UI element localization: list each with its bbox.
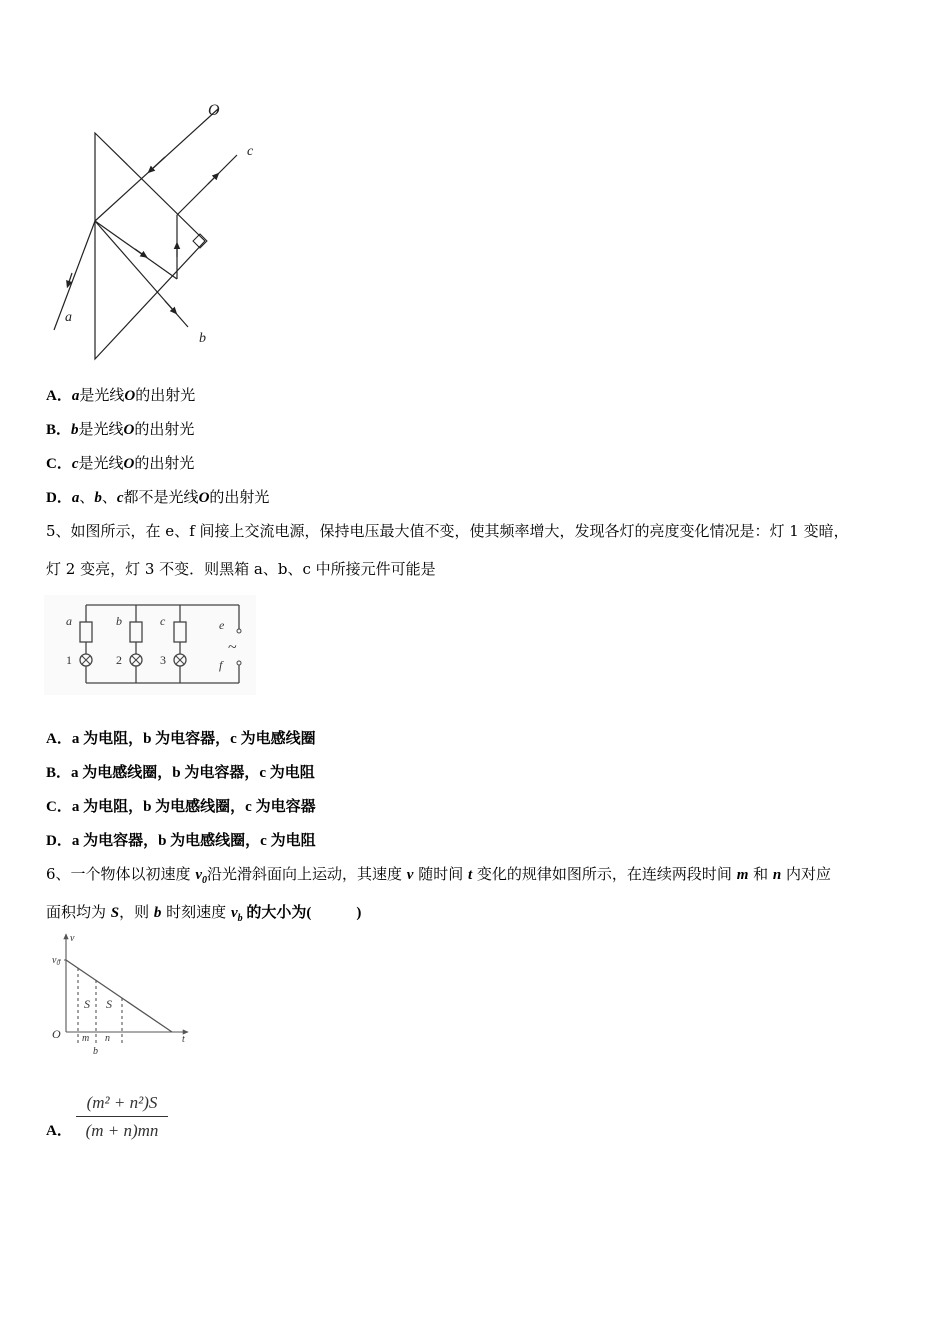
time-label-b: b (93, 1046, 98, 1057)
fraction-numerator: (m² + n²)S (86, 1093, 158, 1112)
box-c (174, 622, 186, 642)
prism-outline (95, 133, 205, 359)
label-3: 3 (160, 653, 166, 667)
label-o: O (208, 102, 220, 119)
q6-stem-line2: 面积均为 S，则 b 时刻速度 $v_b$ 的大小为( ) (46, 903, 362, 924)
area-label-s1: S (84, 997, 90, 1011)
label-e: e (219, 618, 225, 632)
label-a: a (66, 614, 72, 628)
label-c: c (247, 144, 254, 159)
q5-option-b[interactable]: B．a 为电感线圈，b 为电容器，c 为电阻 (46, 765, 315, 781)
velocity-line (66, 960, 172, 1032)
axis-label-v0: $v_0$ (52, 955, 60, 967)
ray-c (177, 155, 237, 215)
q5-stem-line1: 5、如图所示，在 e、f 间接上交流电源，保持电压最大值不变，使其频率增大，发现各灯的亮度变化情况是：灯 1 变暗， (46, 522, 849, 540)
origin-label: O (52, 1027, 61, 1041)
ray-a (54, 221, 95, 330)
axis-label-v: v (70, 933, 75, 944)
q5-option-a[interactable]: A．a 为电阻，b 为电容器，c 为电感线圈 (46, 731, 316, 747)
q4-option-c[interactable]: C．c是光线O的出射光 (46, 454, 195, 472)
box-a (80, 622, 92, 642)
interval-label-n: n (105, 1033, 110, 1044)
q4-option-d[interactable]: D．a、b、c都不是光线O的出射光 (46, 488, 270, 506)
label-c: c (160, 614, 166, 628)
velocity-time-graph (48, 930, 198, 1058)
circuit-figure (44, 595, 256, 695)
fraction-denominator: (m + n)mn (85, 1121, 159, 1140)
q4-option-a[interactable]: A．a是光线O的出射光 (46, 386, 196, 404)
q5-option-c[interactable]: C．a 为电阻，b 为电感线圈，c 为电容器 (46, 799, 316, 815)
label-1: 1 (66, 653, 72, 667)
q6-option-a-fraction[interactable] (76, 1093, 168, 1141)
label-b: b (116, 614, 122, 628)
area-label-s2: S (106, 997, 112, 1011)
ac-symbol: ~ (228, 639, 237, 656)
interval-label-m: m (82, 1033, 90, 1044)
axis-label-t: t (182, 1034, 185, 1045)
label-a: a (65, 310, 72, 325)
label-f: f (219, 658, 223, 672)
q5-option-d[interactable]: D．a 为电容器，b 为电感线圈，c 为电阻 (46, 833, 316, 849)
q6-option-a-letter[interactable]: A． (46, 1123, 72, 1139)
label-b: b (199, 331, 206, 346)
q4-option-b[interactable]: B．b是光线O的出射光 (46, 420, 195, 438)
q5-stem-line2: 灯 2 变亮，灯 3 不变．则黑箱 a、b、c 中所接元件可能是 (46, 560, 436, 578)
label-2: 2 (116, 653, 122, 667)
q6-stem-line1: 6、一个物体以初速度 $v_0$沿光滑斜面向上运动，其速度 v 随时间 t 变化的规律如图所示，在连续两段时间 m 和 n 内对应 (46, 865, 832, 886)
box-b (130, 622, 142, 642)
prism-figure (40, 95, 270, 370)
